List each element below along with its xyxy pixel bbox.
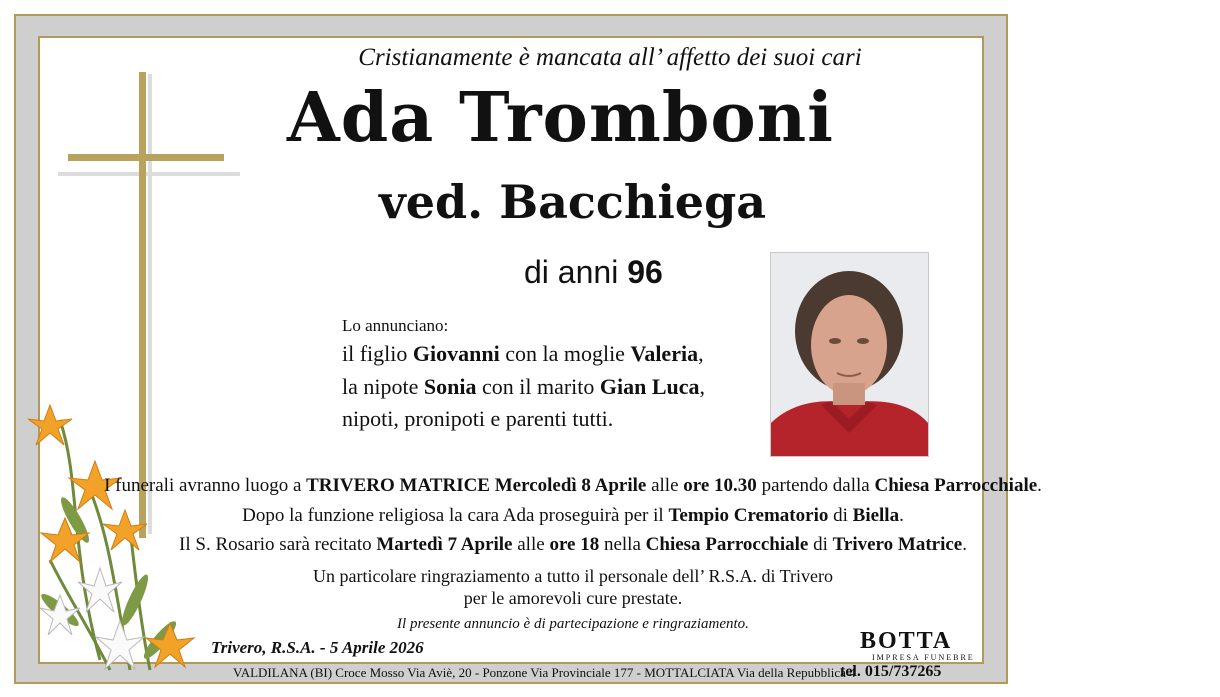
intro-line: Cristianamente è mancata all’ affetto dei suoi cari xyxy=(358,44,862,71)
announcer-line: la nipote Sonia con il marito Gian Luca, xyxy=(342,374,706,399)
funeral-line: Dopo la funzione religiosa la cara Ada proseguirà per il Tempio Crematorio di Biella. xyxy=(242,505,904,526)
announcers-label: Lo annunciano: xyxy=(342,316,449,335)
funeral-home-logo: BOTTA xyxy=(860,628,953,654)
funeral-home-logo-subtitle: IMPRESA FUNEBRE xyxy=(872,653,975,662)
age-line xyxy=(524,254,663,291)
funeral-line: Il S. Rosario sarà recitato Martedì 7 Aprile alle ore 18 nella Chiesa Parrocchiale di Trivero Matrice. xyxy=(179,534,967,555)
deceased-name: Ada Tromboni xyxy=(287,78,835,158)
age-prefix: di anni xyxy=(524,254,619,290)
notice-note: Il presente annuncio è di partecipazione e ringraziamento. xyxy=(397,616,749,632)
funeral-line: I funerali avranno luogo a TRIVERO MATRICE Mercoledì 8 Aprile alle ore 10.30 partendo dalla Chiesa Parrocchiale. xyxy=(104,475,1042,496)
announcer-line: nipoti, pronipoti e parenti tutti. xyxy=(342,406,614,431)
funeral-home-phone: tel. 015/737265 xyxy=(840,663,942,680)
portrait-photo xyxy=(770,252,929,457)
thanks-line: per le amorevoli cure prestate. xyxy=(463,588,683,608)
funeral-home-address: VALDILANA (BI) Croce Mosso Via Aviè, 20 - Ponzone Via Provinciale 177 - MOTTALCIATA Via della Repubblica 4 xyxy=(233,665,856,680)
age-value: 96 xyxy=(627,254,663,290)
thanks-line: Un particolare ringraziamento a tutto il personale dell’ R.S.A. di Trivero xyxy=(312,566,834,586)
announcer-line: il figlio Giovanni con la moglie Valeria, xyxy=(342,341,704,366)
widow-name: ved. Bacchiega xyxy=(379,175,767,229)
place-date: Trivero, R.S.A. - 5 Aprile 2026 xyxy=(211,638,424,657)
